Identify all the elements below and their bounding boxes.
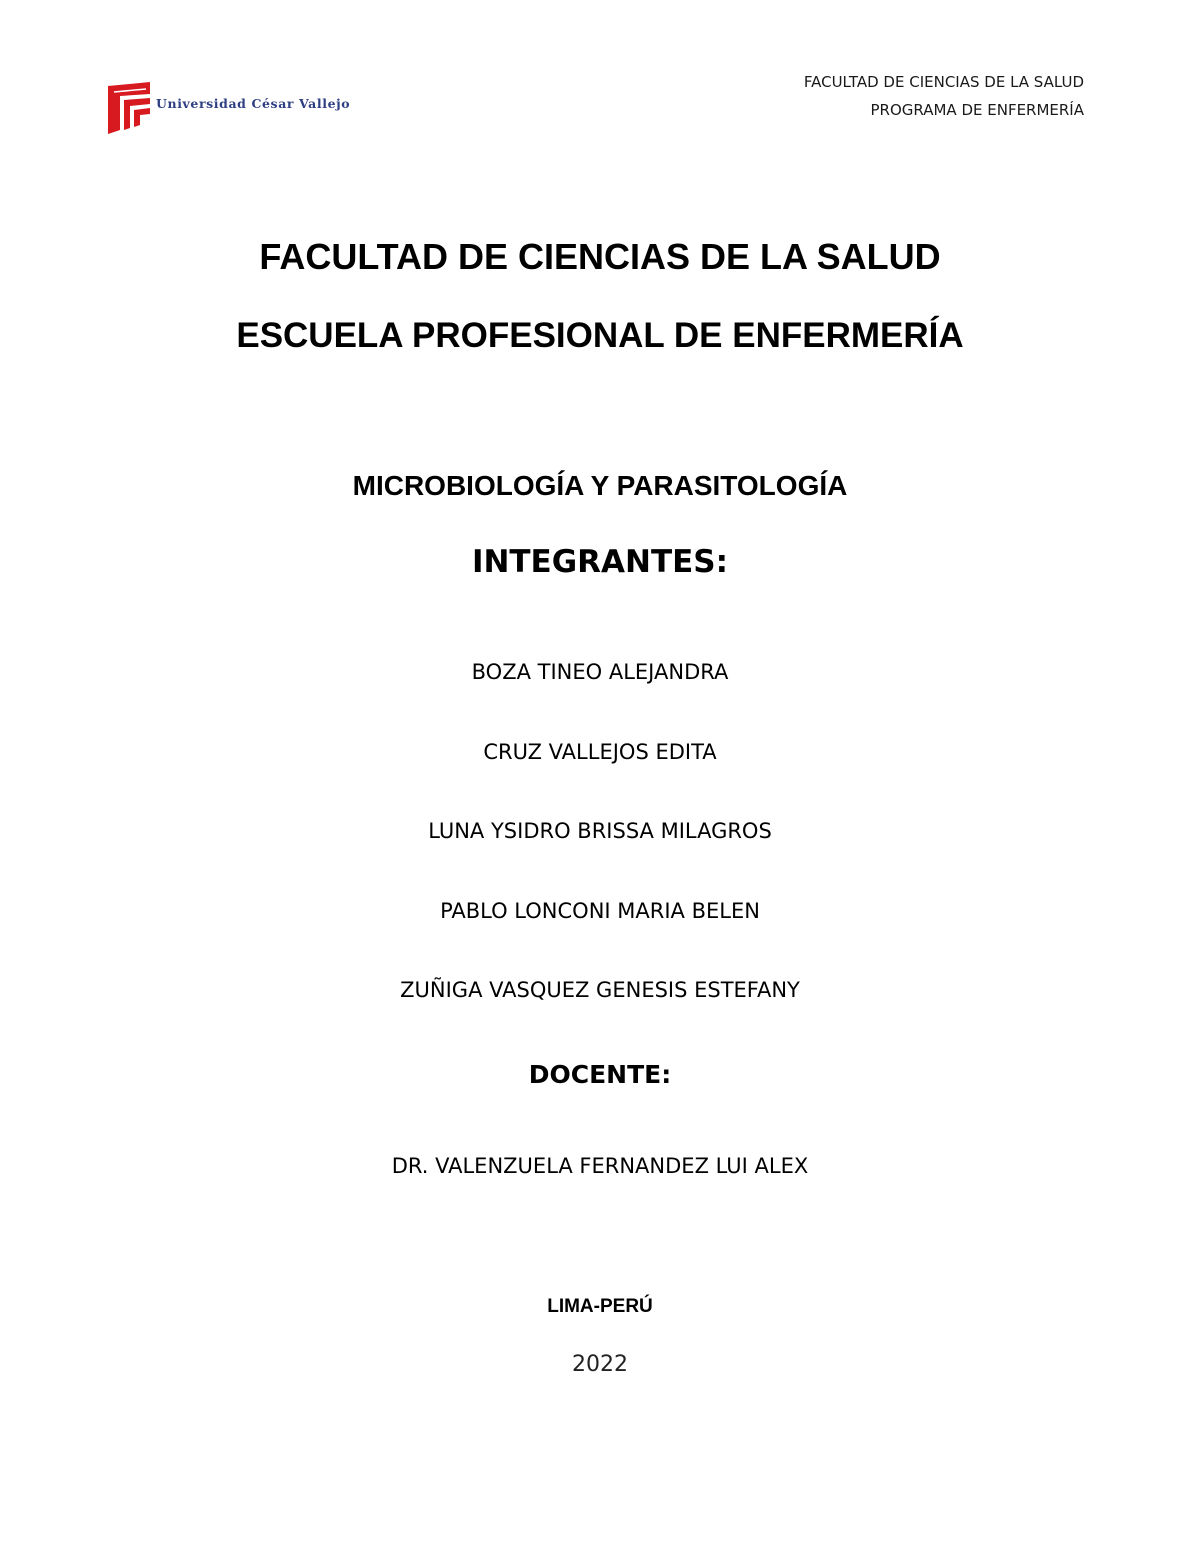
member-name: PABLO LONCONI MARIA BELEN <box>440 899 760 923</box>
member-name: LUNA YSIDRO BRISSA MILAGROS <box>428 819 772 843</box>
ucv-shield-icon <box>106 80 152 134</box>
faculty-title: FACULTAD DE CIENCIAS DE LA SALUD <box>259 236 941 277</box>
course-title: MICROBIOLOGÍA Y PARASITOLOGÍA <box>352 470 848 501</box>
members-label: INTEGRANTES: <box>471 544 729 580</box>
header-faculty: FACULTAD DE CIENCIAS DE LA SALUD <box>803 73 1084 91</box>
member-name: CRUZ VALLEJOS EDITA <box>483 740 717 764</box>
member-name: BOZA TINEO ALEJANDRA <box>471 660 729 684</box>
logo-text: Universidad César Vallejo <box>156 96 351 111</box>
teacher-label: DOCENTE: <box>528 1060 672 1089</box>
year: 2022 <box>572 1352 628 1377</box>
location: LIMA-PERÚ <box>547 1296 653 1317</box>
school-title: ESCUELA PROFESIONAL DE ENFERMERÍA <box>236 316 964 355</box>
teacher-name: DR. VALENZUELA FERNANDEZ LUI ALEX <box>391 1154 809 1178</box>
header-program: PROGRAMA DE ENFERMERÍA <box>870 101 1084 119</box>
member-name: ZUÑIGA VASQUEZ GENESIS ESTEFANY <box>400 978 800 1002</box>
